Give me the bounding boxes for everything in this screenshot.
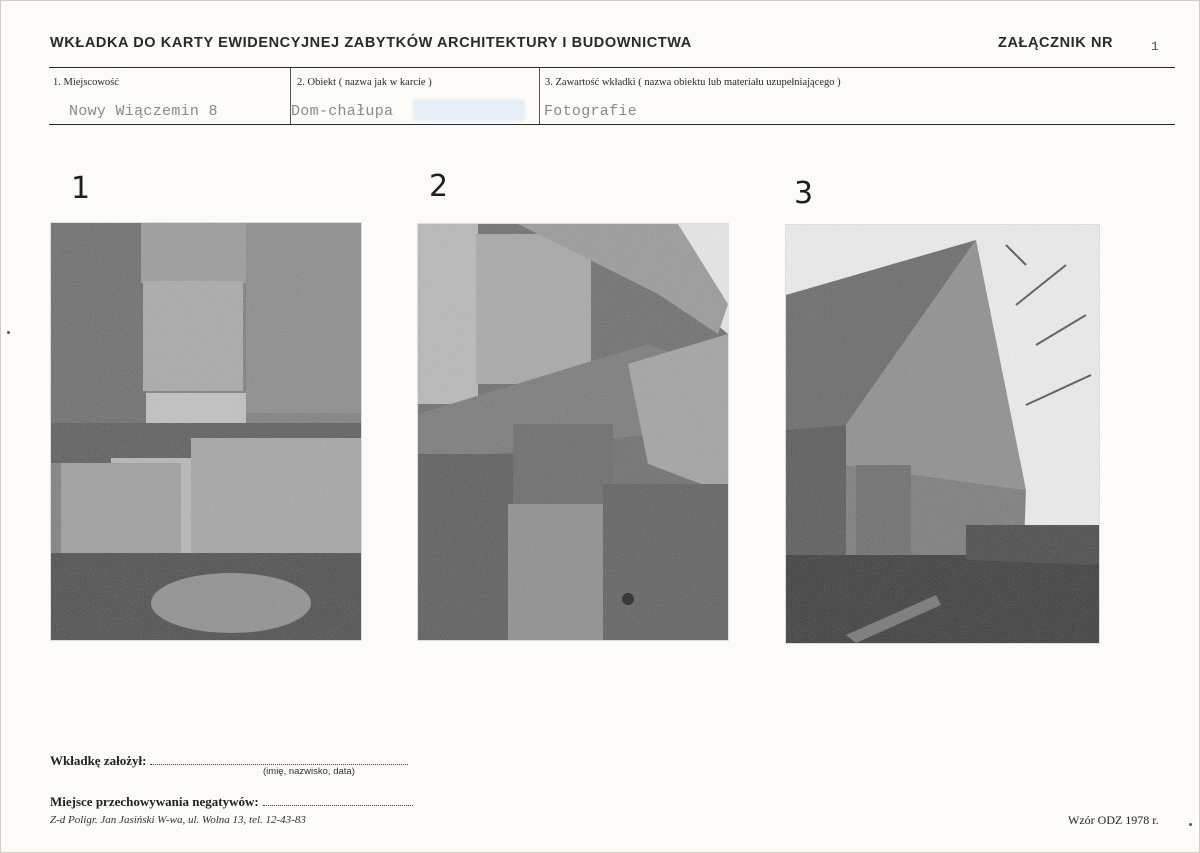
locality-value: Nowy Wiączemin 8 bbox=[69, 103, 218, 120]
redacted-area bbox=[413, 99, 525, 121]
created-by-hint: (imię, nazwisko, data) bbox=[263, 766, 355, 777]
photo-number-1: 1 bbox=[71, 171, 91, 206]
margin-mark bbox=[7, 331, 10, 334]
photo-barn-gable bbox=[786, 225, 1099, 643]
object-label: 2. Obiekt ( nazwa jak w karcie ) bbox=[297, 77, 432, 88]
annex-number: 1 bbox=[1151, 39, 1159, 54]
header-rule-bottom bbox=[49, 124, 1175, 125]
printer-imprint: Z-d Poligr. Jan Jasiński W-wa, ul. Wolna 13, tel. 12-43-83 bbox=[50, 814, 306, 826]
photo-number-2: 2 bbox=[429, 169, 449, 204]
header-rule-top bbox=[49, 67, 1175, 68]
negatives-field[interactable] bbox=[263, 796, 413, 806]
locality-label: 1. Miejscowość bbox=[53, 77, 119, 88]
annex-label: ZAŁĄCZNIK NR bbox=[998, 35, 1114, 51]
photo-number-3: 3 bbox=[794, 176, 814, 211]
object-value: Dom-chałupa bbox=[291, 103, 394, 120]
content-value: Fotografie bbox=[544, 103, 638, 120]
negatives-label: Miejsce przechowywania negatywów: bbox=[50, 794, 259, 809]
negatives-line bbox=[50, 794, 413, 810]
created-by-label: Wkładkę założył: bbox=[50, 753, 147, 768]
content-label: 3. Zawartość wkładki ( nazwa obiektu lub materiału uzupełniającego ) bbox=[545, 77, 841, 88]
photo-eaves-detail bbox=[418, 224, 728, 640]
document-title: WKŁADKA DO KARTY EWIDENCYJNEJ ZABYTKÓW ARCHITEKTURY I BUDOWNICTWA bbox=[50, 35, 692, 51]
template-info: Wzór ODZ 1978 r. bbox=[1068, 813, 1159, 827]
margin-mark bbox=[1189, 823, 1192, 826]
created-by-field[interactable] bbox=[150, 755, 408, 765]
field-divider-2 bbox=[539, 68, 540, 124]
photo-log-corner bbox=[51, 223, 361, 640]
